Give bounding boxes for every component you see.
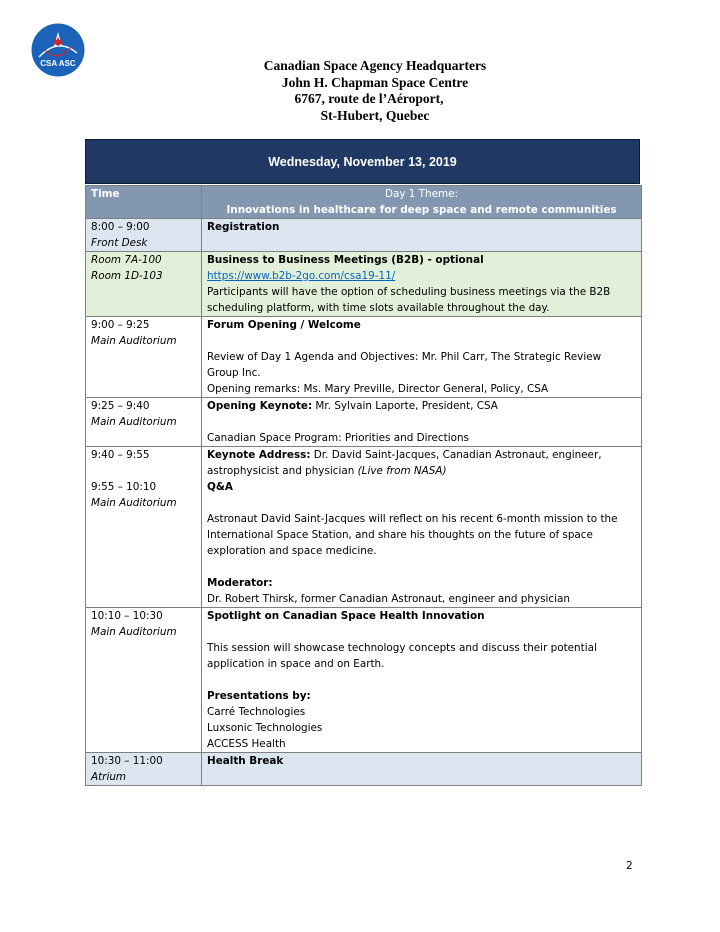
csa-logo-icon [31,23,85,77]
session-location: Atrium [91,771,127,783]
presentations-label: Presentations by: [207,690,311,702]
presenter: Carré Technologies [207,706,306,718]
session-description: Canadian Space Program: Priorities and Directions [207,432,469,444]
session-title: Spotlight on Canadian Space Health Innovation [207,610,485,622]
table-row [86,398,642,447]
session-cell [202,447,642,608]
table-row [86,317,642,398]
table-header-row [86,186,642,219]
session-cell [202,317,642,398]
schedule-table [85,185,642,786]
session-time: 10:10 – 10:30 [91,610,163,622]
time-cell [86,317,202,398]
qa-label: Q&A [207,481,233,493]
session-location: Main Auditorium [91,416,177,428]
time-cell [86,252,202,317]
table-row [86,219,642,252]
theme-header [202,186,642,219]
session-title: Business to Business Meetings (B2B) - optional [207,254,484,266]
session-location: Room 7A-100 [91,254,162,266]
csa-logo [31,23,85,77]
session-cell [202,753,642,786]
header-centre: John H. Chapman Space Centre [281,74,469,90]
time-cell [86,398,202,447]
session-time: 10:30 – 11:00 [91,755,163,767]
date-banner [85,139,640,184]
theme-title: Innovations in healthcare for deep space and remote communities [226,204,617,216]
session-location: Room 1D-103 [91,270,163,282]
session-location: Main Auditorium [91,626,177,638]
time-cell [86,753,202,786]
session-location: Main Auditorium [91,497,177,509]
logo-text: CSA ASC [40,59,76,68]
session-time: 9:55 – 10:10 [91,481,157,493]
presenter: ACCESS Health [207,738,286,750]
header-city: St-Hubert, Quebec [320,107,430,123]
session-cell [202,252,642,317]
session-speaker: Dr. David Saint-Jacques, Canadian Astronaut, engineer, astrophysicist and physician [207,449,602,477]
session-location: Front Desk [91,237,148,249]
session-title: Health Break [207,755,284,767]
table-row [86,252,642,317]
session-description: Astronaut David Saint-Jacques will reflect on his recent 6-month mission to the International Space Station, and share his thoughts on the future of space exploration and space medicine. [207,513,618,557]
session-cell [202,608,642,753]
time-cell [86,219,202,252]
session-cell [202,219,642,252]
session-time: 9:40 – 9:55 [91,449,150,461]
col-time-header: Time [86,186,202,219]
date-banner-title: Wednesday, November 13, 2019 [268,154,457,169]
session-title: Keynote Address: [207,449,311,461]
session-time: 9:00 – 9:25 [91,319,150,331]
presenter: Luxsonic Technologies [207,722,323,734]
table-row [86,608,642,753]
header-org: Canadian Space Agency Headquarters [263,58,487,73]
session-description: Review of Day 1 Agenda and Objectives: Mr. Phil Carr, The Strategic Review Group Inc. [207,351,602,379]
session-speaker: Mr. Sylvain Laporte, President, CSA [312,400,498,412]
time-cell [86,447,202,608]
page-number: 2 [626,860,633,872]
session-description: This session will showcase technology concepts and discuss their potential application in space and on Earth. [207,642,597,670]
table-row [86,447,642,608]
moderator-label: Moderator: [207,577,273,589]
header-street: 6767, route de l’Aéroport, [294,91,444,106]
table-row [86,753,642,786]
theme-label: Day 1 Theme: [384,188,459,200]
session-description: Opening remarks: Ms. Mary Preville, Director General, Policy, CSA [207,383,549,395]
session-title: Forum Opening / Welcome [207,319,361,331]
session-note: (Live from NASA) [357,465,447,477]
session-time: 8:00 – 9:00 [91,221,150,233]
session-location: Main Auditorium [91,335,177,347]
session-cell [202,398,642,447]
session-time: 9:25 – 9:40 [91,400,150,412]
time-cell [86,608,202,753]
b2b-link[interactable]: https://www.b2b-2go.com/csa19-11/ [207,270,396,282]
session-title: Registration [207,221,280,233]
address-header [180,58,570,124]
moderator-name: Dr. Robert Thirsk, former Canadian Astronaut, engineer and physician [207,593,570,605]
session-description: Participants will have the option of scheduling business meetings via the B2B scheduling platform, with time slots available throughout the day. [207,286,611,314]
session-title: Opening Keynote: [207,400,313,412]
